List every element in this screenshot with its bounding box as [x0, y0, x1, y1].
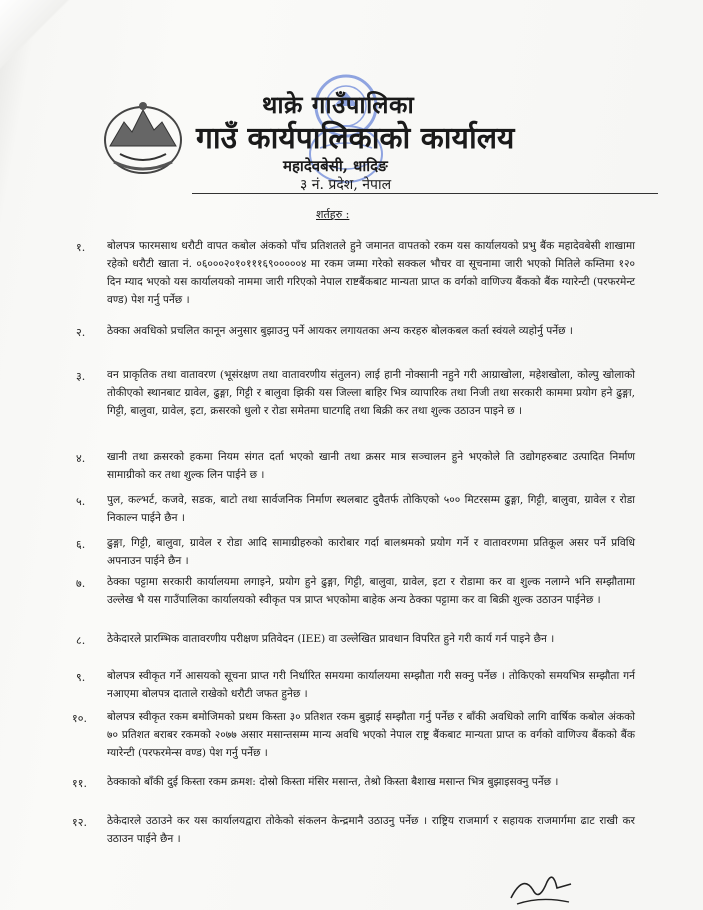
term-number: १२. — [72, 816, 87, 829]
term-number: ५. — [76, 495, 86, 508]
term-text: बोलपत्र स्वीकृत रकम बमोजिमको प्रथम किस्ता ३० प्रतिशत रकम बुझाई सम्झौता गर्नु पर्नेछ र बाँकी अवधिको लागि वार्षिक कबोल अंकको ७० प्रतिशत बराबर रकमको २०७७ असार मसान्तसम्म मान्य अवधि भएको नेपाल राष्ट्र बैंकबाट मान्यता प्राप्त क वर्गको वाणिज्य बैंकको बैंक ग्यारेन्टी (परफरमेन्स वण्ड) पेश गर्नु पर्नेछ । — [107, 711, 635, 759]
term-number: २. — [76, 326, 86, 339]
term-number: ७. — [76, 577, 86, 590]
term-number: ११. — [72, 777, 87, 790]
province-country: ३ नं. प्रदेश, नेपाल — [300, 177, 392, 193]
term-text: ठेक्का अवधिको प्रचलित कानून अनुसार बुझाउनु पर्ने आयकर लगायतका अन्य करहरु बोलकबल कर्ता स्वंयले व्यहोर्नु पर्नेछ । — [107, 325, 573, 337]
term-number: ३. — [76, 370, 86, 383]
term-text: ठेक्काको बाँकी दुई किस्ता रकम क्रमश: दोस्रो किस्ता मंसिर मसान्त, तेश्रो किस्ता बैशाख मसान्त भित्र बुझाइसक्नु पर्नेछ । — [107, 776, 559, 788]
term-text: ठेकेदारले प्रारम्भिक वातावरणीय परीक्षण प्रतिवेदन (IEE) वा उल्लेखित प्रावधान विपरित हुने गरी कार्य गर्न पाइने छैन । — [107, 633, 555, 645]
term-text: पुल, कल्भर्ट, कजवे, सडक, बाटो तथा सार्वजनिक निर्माण स्थलबाट दुवैतर्फ तोकिएको ५०० मिटरसम्म ढुङ्गा, गिट्टी, बालुवा, ग्रावेल र रोडा निकाल्न पाईने छैन । — [107, 494, 635, 524]
term-number: ८. — [76, 634, 86, 647]
header-divider — [192, 193, 658, 194]
conditions-heading: शर्तहरु : — [316, 208, 350, 221]
term-number: ४. — [76, 452, 86, 465]
term-text: ठेकेदारले उठाउने कर यस कार्यालयद्वारा तोकेको संकलन केन्द्रमानै उठाउनु पर्नेछ । राष्ट्रिय राजमार्ग र सहायक राजमार्गमा ढाट राखी कर उठाउन पाईने छैन । — [107, 815, 635, 845]
office-name: गाउँ कार्यपालिकाको कार्यालय — [196, 121, 515, 156]
term-number: १. — [76, 241, 86, 254]
term-text: वन प्राकृतिक तथा वातावरण (भूसंरक्षण तथा वातावरणीय संतुलन) लाई हानी नोक्सानी नहुने गरी आग्राखोला, महेशखोला, कोल्पु खोलाको तोकीएको स्थानबाट ग्रावेल, ढुङ्गा, गिट्टी र बालुवा झिकी यस जिल्ला बाहिर भित्र व्यापारिक तथा निजी तथा सरकारी काममा प्रयोग हने ढुङ्गा, गिट्टी, बालुवा, ग्रावेल, इटा, क्रसरको धुलो र रोडा समेतमा घाटगद्दि तथा बिक्री कर तथा शुल्क उठाउन पाइने छ । — [107, 369, 635, 417]
page-corner-fold — [0, 0, 70, 70]
term-number: ६. — [76, 538, 86, 551]
office-address: महादेवबेसी, धादिङ — [283, 157, 388, 175]
term-text: ठेक्का पट्टामा सरकारी कार्यालयमा लगाइने, प्रयोग हुने ढुङ्गा, गिट्टी, बालुवा, ग्रावेल, इटा र रोडामा कर वा शुल्क नलाग्ने भनि सम्झौतामा उल्लेख भै यस गाउँपालिका कार्यालयको स्वीकृत पत्र प्राप्त भएकोमा बाहेक अन्य ठेक्का पट्टामा कर वा बिक्री शुल्क उठाउन पाईनेछ । — [107, 576, 635, 606]
municipality-name: थाक्रे गाउँपालिका — [262, 90, 415, 119]
signature-icon — [505, 868, 575, 910]
term-text: ढुङ्गा, गिट्टी, बालुवा, ग्रावेल र रोडा आदि सामाग्रीहरुको कारोबार गर्दा बालश्रमको प्रयोग गर्ने र वातावरणमा प्रतिकूल असर पर्ने प्रविधि अपनाउन पाईने छैन । — [107, 537, 635, 567]
term-number: ९. — [76, 671, 86, 684]
nepal-emblem-icon — [100, 96, 186, 176]
term-text: बोलपत्र स्वीकृत गर्ने आसयको सूचना प्राप्त गरी निर्धारित समयमा कार्यालयमा सम्झौता गरी सक्नु पर्नेछ । तोकिएको समयभित्र सम्झौता गर्न नआएमा बोलपत्र दाताले राखेको धरौटी जफत हुनेछ । — [107, 670, 635, 700]
term-text: बोलपत्र फारमसाथ धरौटी वापत कबोल अंकको पाँच प्रतिशतले हुने जमानत वापतको रकम यस कार्यालयको प्रभु बैंक महादेवबेसी शाखामा रहेको धरौटी खाता नं. ०६०००२०१०१११६९०००००४ मा रकम जम्मा गरेको सक्कल भौचर वा सूचनामा जारी भएको मितिले कम्तिमा १२० दिन म्याद भएको यस कार्यालयको नाममा जारी गरिएको नेपाल राष्टबैंकबाट मान्यता प्राप्त क वर्गको वाणिज्य बैंकको बैंक ग्यारेन्टी (परफरमेन्ट वण्ड) पेश गर्नु पर्नेछ । — [107, 240, 635, 306]
term-number: १०. — [72, 712, 87, 725]
term-text: खानी तथा क्रसरको हकमा नियम संगत दर्ता भएको खानी तथा क्रसर मात्र सञ्चालन हुने भएकोले ति उद्योगहरुबाट उत्पादित निर्माण सामाग्रीको कर तथा शुल्क लिन पाईने छ । — [107, 451, 635, 481]
